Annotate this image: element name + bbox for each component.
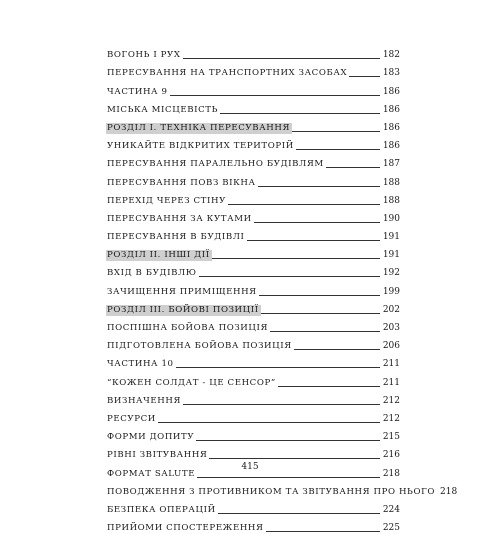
toc-entry-page: 206 [382,341,400,352]
toc-entry-page: 191 [382,250,400,261]
toc-leader-line [349,75,380,77]
toc-leader-line [212,257,380,259]
toc-entry [106,61,400,79]
toc-leader-line [326,166,380,168]
toc-entry-label: “КОЖЕН СОЛДАТ - ЦЕ СЕНСОР” [107,377,276,388]
toc-entry-page: 192 [382,268,400,279]
toc-entry-label: ПІДГОТОВЛЕНА БОЙОВА ПОЗИЦІЯ [107,341,292,352]
toc-entry-page: 199 [382,286,400,297]
toc-entry [106,98,400,116]
toc-entry-page: 188 [382,177,400,188]
toc-leader-line [247,239,380,241]
toc-entry [106,79,400,97]
toc-leader-line [294,348,380,350]
toc-entry-label: РЕСУРСИ [107,413,156,424]
toc-entry-label: РІВНІ ЗВІТУВАННЯ [107,450,208,461]
toc-entry-label: РОЗДІЛ II. ІНШІ ДІЇ [107,250,210,261]
toc-entry-page: 183 [382,68,400,79]
page-number: 415 [241,462,259,472]
toc-entry [106,480,458,498]
toc-entry-page: 212 [382,395,400,406]
toc-entry-page: 211 [382,377,400,388]
toc-entry-label: ПРИЙОМИ СПОСТЕРЕЖЕННЯ [107,523,264,534]
toc-entry-label: ПОВОДЖЕННЯ З ПРОТИВНИКОМ ТА ЗВІТУВАННЯ ПРО НЬОГО [107,486,436,497]
toc-leader-line [258,185,380,187]
toc-entry-page: 186 [382,122,400,133]
toc-entry [106,425,400,443]
toc-entry-label: ПЕРЕСУВАННЯ ПОВЗ ВІКНА [107,177,256,188]
toc-entry [106,316,400,334]
toc-leader-line [209,457,379,459]
toc-entry-label: МІСЬКА МІСЦЕВІСТЬ [107,104,218,115]
toc-entry [106,261,400,279]
toc-leader-line [292,130,380,132]
toc-entry-page: 225 [382,523,400,534]
table-of-contents [106,43,458,534]
toc-entry-page: 191 [382,232,400,243]
toc-leader-line [261,312,380,314]
toc-entry [106,279,400,297]
toc-entry-page: 212 [382,413,400,424]
toc-leader-line [220,112,380,114]
toc-entry-page: 216 [382,450,400,461]
toc-leader-line [228,203,380,205]
toc-entry [106,298,400,316]
toc-entry-page: 186 [382,86,400,97]
toc-entry-label: ПЕРЕХІД ЧЕРЕЗ СТІНУ [107,195,226,206]
toc-leader-line [196,439,380,441]
toc-entry-label: ПЕРЕСУВАННЯ ЗА КУТАМИ [107,213,252,224]
toc-entry-page: 203 [382,323,400,333]
toc-entry-label: БЕЗПЕКА ОПЕРАЦІЙ [107,504,216,515]
toc-entry [106,516,400,534]
toc-leader-line [296,148,380,150]
toc-entry-label: ФОРМИ ДОПИТУ [107,432,195,443]
toc-entry-page: 188 [382,195,400,206]
toc-entry-page: 215 [382,432,400,443]
toc-entry [106,134,400,152]
toc-entry-label: ПЕРЕСУВАННЯ ПАРАЛЕЛЬНО БУДІВЛЯМ [107,159,324,170]
toc-entry-label: ВОГОНЬ І РУХ [107,50,181,61]
toc-entry-label: ФОРМАТ SALUTE [107,468,196,479]
toc-entry [106,498,400,516]
toc-entry [106,243,400,261]
toc-entry-page: 187 [382,159,400,170]
toc-entry-page: 224 [382,504,400,515]
toc-entry [106,189,400,207]
toc-entry-label: РОЗДІЛ I. ТЕХНІКА ПЕРЕСУВАННЯ [107,122,290,133]
toc-entry [106,116,400,134]
toc-entry-page: 211 [382,359,400,370]
toc-leader-line [197,476,380,478]
toc-entry [106,207,400,225]
toc-entry-label: ПЕРЕСУВАННЯ НА ТРАНСПОРТНИХ ЗАСОБАХ [107,68,348,79]
toc-entry-page: 186 [382,104,400,115]
toc-entry-label: ПОСПІШНА БОЙОВА ПОЗИЦІЯ [107,323,269,333]
toc-leader-line [254,221,380,223]
toc-leader-line [259,294,380,296]
toc-leader-line [170,94,380,96]
toc-entry-page: 202 [382,304,400,315]
toc-leader-line [266,530,380,532]
toc-leader-line [278,385,380,387]
toc-entry-page: 218 [440,486,458,497]
toc-entry [106,225,400,243]
toc-entry [106,443,400,461]
toc-entry-label: ЧАСТИНА 9 [107,86,168,97]
toc-leader-line [199,275,380,277]
toc-entry-label: ВИЗНАЧЕННЯ [107,395,182,406]
toc-leader-line [270,330,380,332]
toc-entry [106,334,400,352]
toc-leader-line [158,421,380,423]
toc-entry-label: ПЕРЕСУВАННЯ В БУДІВЛІ [107,232,245,243]
toc-entry [106,170,400,188]
toc-leader-line [218,512,380,514]
toc-leader-line [183,57,380,59]
toc-entry-page: 182 [382,50,400,61]
toc-leader-line [183,403,380,405]
toc-entry [106,407,400,425]
toc-entry [106,352,400,370]
toc-entry [106,43,400,61]
toc-entry-page: 186 [382,141,400,152]
toc-entry-label: ВХІД В БУДІВЛЮ [107,268,197,279]
toc-entry-label: УНИКАЙТЕ ВІДКРИТИХ ТЕРИТОРІЙ [107,141,294,152]
toc-entry-page: 190 [382,213,400,224]
toc-entry-label: РОЗДІЛ III. БОЙОВІ ПОЗИЦІЇ [107,304,259,315]
toc-entry-label: ЧАСТИНА 10 [107,359,174,370]
toc-entry [106,389,400,407]
toc-entry [106,152,400,170]
toc-entry-label: ЗАЧИЩЕННЯ ПРИМІЩЕННЯ [107,286,257,297]
toc-entry-page: 218 [382,468,400,479]
toc-leader-line [176,366,380,368]
toc-entry [106,370,400,388]
